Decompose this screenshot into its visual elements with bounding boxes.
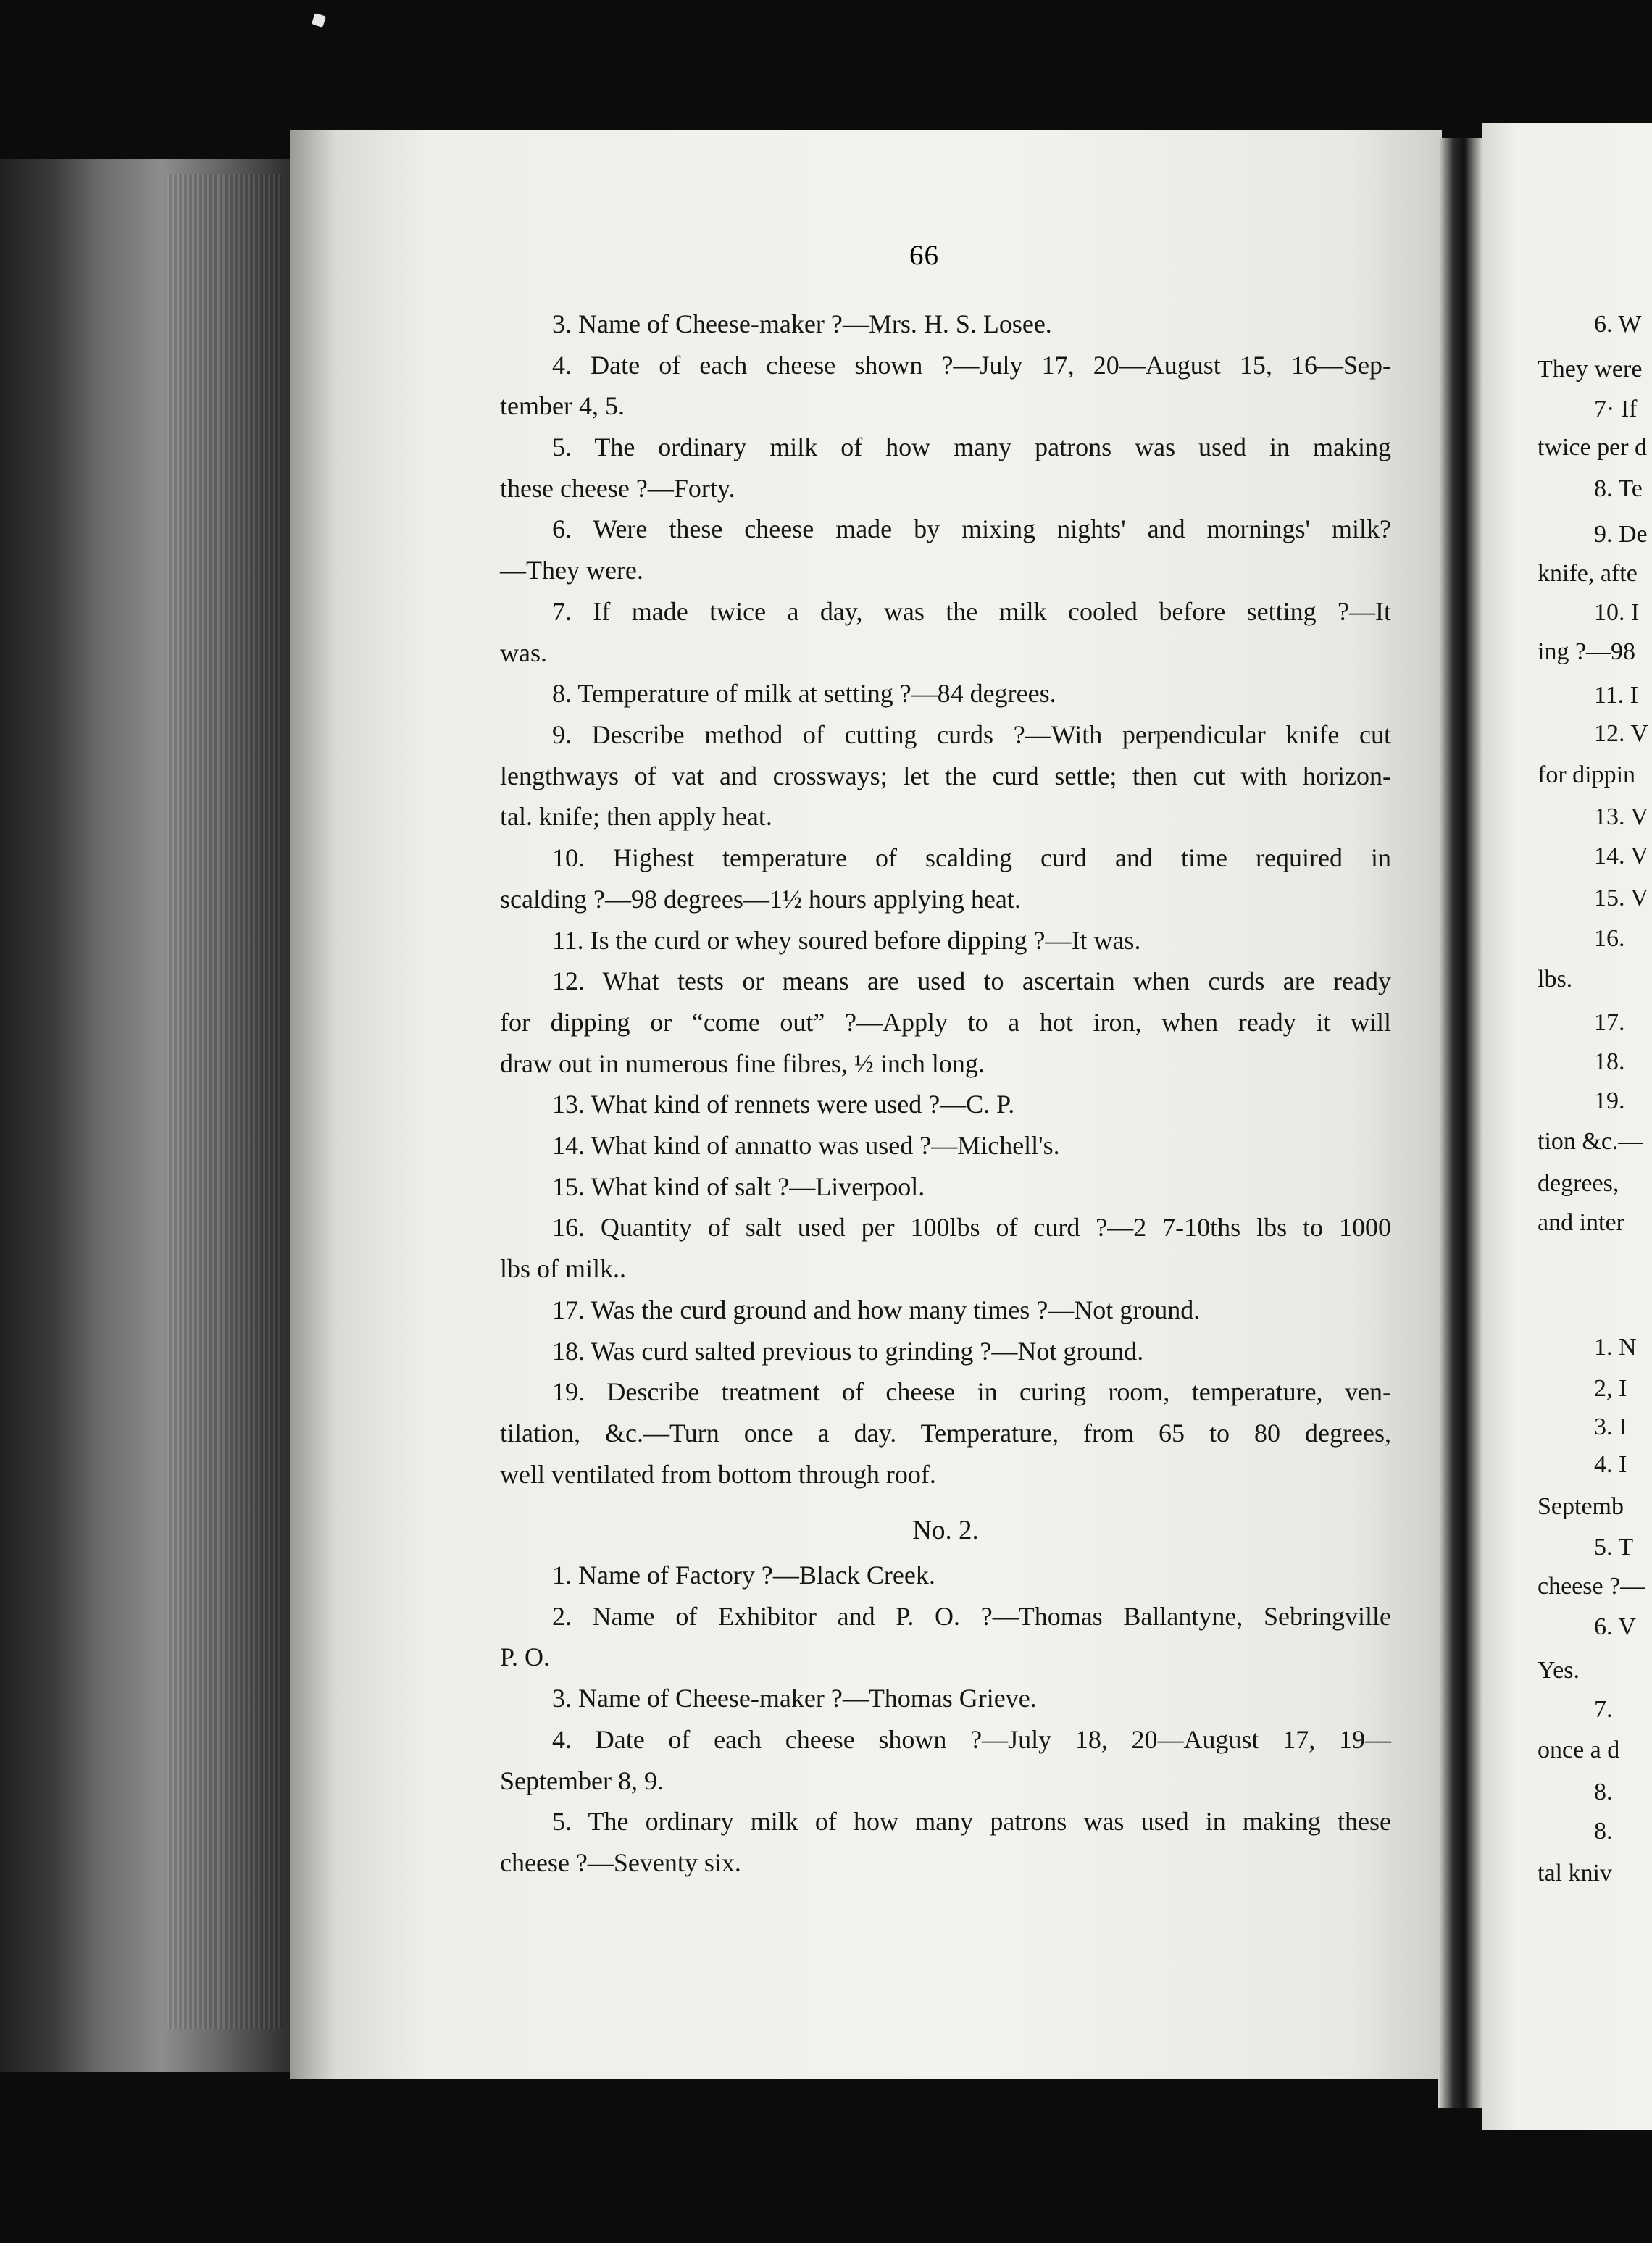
right-page-fragment: once a d <box>1538 1737 1620 1763</box>
text-line: 4. Date of each cheese shown ?—July 18, 20—August 17, 19— <box>552 1725 1391 1754</box>
right-page-fragment: tal kniv <box>1538 1860 1612 1887</box>
right-page-fragment: ing ?—98 <box>1538 638 1636 665</box>
page-number: 66 <box>909 240 939 271</box>
corner-mark <box>312 13 326 28</box>
right-page-fragment: degrees, <box>1538 1170 1619 1197</box>
text-line: 18. Was curd salted previous to grinding ?—Not ground. <box>552 1337 1144 1366</box>
text-line: 3. Name of Cheese-maker ?—Thomas Grieve. <box>552 1684 1037 1713</box>
right-page-fragment: 3. I <box>1594 1413 1627 1440</box>
text-line: 15. What kind of salt ?—Liverpool. <box>552 1172 925 1201</box>
text-line: 2. Name of Exhibitor and P. O. ?—Thomas Ballantyne, Sebringville <box>552 1602 1391 1631</box>
right-page-fragment: 4. I <box>1594 1451 1627 1478</box>
right-page-fragment: 9. De <box>1594 521 1648 548</box>
text-line: 12. What tests or means are used to ascertain when curds are ready <box>552 966 1391 995</box>
right-page-fragment: 16. <box>1594 925 1625 952</box>
right-page-fragment: 19. <box>1594 1087 1625 1114</box>
text-line: was. <box>500 638 547 667</box>
right-page-fragment: 12. V <box>1594 720 1648 747</box>
right-page-fragment: 14. V <box>1594 843 1648 869</box>
right-page-fragment: 8. <box>1594 1818 1613 1845</box>
text-line: lengthways of vat and crossways; let the curd settle; then cut with horizon- <box>500 761 1391 790</box>
book-gutter <box>1438 138 1482 2108</box>
right-page-fragment: cheese ?— <box>1538 1573 1645 1600</box>
text-line: —They were. <box>500 556 643 585</box>
right-page-fragment: knife, afte <box>1538 560 1638 587</box>
right-page-fragment: 13. V <box>1594 803 1648 830</box>
text-line: 6. Were these cheese made by mixing nights' and mornings' milk? <box>552 514 1391 543</box>
right-page-fragment: 8. <box>1594 1779 1613 1805</box>
right-page-fragment: 10. I <box>1594 599 1640 626</box>
text-line: 5. The ordinary milk of how many patrons was used in making <box>552 433 1391 461</box>
right-page-fragment: They were <box>1538 356 1643 383</box>
text-line: tilation, &c.—Turn once a day. Temperature, from 65 to 80 degrees, <box>500 1419 1391 1448</box>
section-heading: No. 2. <box>912 1516 979 1545</box>
text-line: 17. Was the curd ground and how many times ?—Not ground. <box>552 1295 1201 1324</box>
text-line: 16. Quantity of salt used per 100lbs of curd ?—2 7-10ths lbs to 1000 <box>552 1213 1391 1242</box>
book-page-edges <box>167 174 283 2029</box>
text-line: draw out in numerous fine fibres, ½ inch long. <box>500 1049 985 1078</box>
text-line: scalding ?—98 degrees—1½ hours applying heat. <box>500 885 1021 914</box>
right-page-fragment: and inter <box>1538 1209 1624 1236</box>
right-page-fragment: Yes. <box>1538 1657 1580 1684</box>
right-page-fragment: 6. V <box>1594 1613 1636 1640</box>
right-page-fragment: 7· If <box>1594 396 1638 422</box>
text-line: lbs of milk.. <box>500 1254 627 1283</box>
right-page-fragment: lbs. <box>1538 966 1573 993</box>
text-line: P. O. <box>500 1642 551 1671</box>
right-page-fragment: 1. N <box>1594 1334 1637 1361</box>
text-line: 5. The ordinary milk of how many patrons was used in making these <box>552 1807 1391 1836</box>
text-line: 4. Date of each cheese shown ?—July 17, 20—August 15, 16—Sep- <box>552 351 1391 380</box>
text-line: 1. Name of Factory ?—Black Creek. <box>552 1561 935 1590</box>
text-line: cheese ?—Seventy six. <box>500 1848 741 1877</box>
right-page-fragment: 11. I <box>1594 682 1639 709</box>
right-page-fragment: 8. Te <box>1594 475 1643 502</box>
text-line: these cheese ?—Forty. <box>500 474 735 503</box>
text-line: 9. Describe method of cutting curds ?—With perpendicular knife cut <box>552 720 1391 749</box>
right-page-fragment: for dippin <box>1538 761 1636 788</box>
text-line: 7. If made twice a day, was the milk cooled before setting ?—It <box>552 597 1391 626</box>
text-line: 19. Describe treatment of cheese in curing room, temperature, ven- <box>552 1377 1391 1406</box>
right-page-fragment: twice per d <box>1538 434 1648 461</box>
text-line: 11. Is the curd or whey soured before dipping ?—It was. <box>552 926 1141 955</box>
right-page-text-fragments <box>1536 0 1652 2243</box>
text-line: tal. knife; then apply heat. <box>500 802 772 831</box>
right-page-fragment: 5. T <box>1594 1534 1634 1561</box>
text-line: 13. What kind of rennets were used ?—C. P. <box>552 1090 1015 1119</box>
text-line: well ventilated from bottom through roof. <box>500 1460 936 1489</box>
right-page-fragment: tion &c.— <box>1538 1128 1643 1155</box>
right-page-fragment: 15. V <box>1594 885 1648 911</box>
text-line: tember 4, 5. <box>500 391 625 420</box>
text-line: 14. What kind of annatto was used ?—Michell's. <box>552 1131 1060 1160</box>
text-line: 8. Temperature of milk at setting ?—84 degrees. <box>552 679 1056 708</box>
right-page-fragment: 18. <box>1594 1048 1625 1075</box>
text-line: 3. Name of Cheese-maker ?—Mrs. H. S. Losee. <box>552 309 1052 338</box>
right-page-fragment: Septemb <box>1538 1493 1624 1520</box>
text-line: for dipping or “come out” ?—Apply to a hot iron, when ready it will <box>500 1008 1391 1037</box>
right-page-fragment: 7. <box>1594 1696 1613 1723</box>
text-line: September 8, 9. <box>500 1766 664 1795</box>
right-page-fragment: 2, I <box>1594 1375 1627 1402</box>
right-page-fragment: 6. W <box>1594 311 1642 338</box>
right-page-fragment: 17. <box>1594 1009 1625 1036</box>
text-line: 10. Highest temperature of scalding curd and time required in <box>552 843 1391 872</box>
